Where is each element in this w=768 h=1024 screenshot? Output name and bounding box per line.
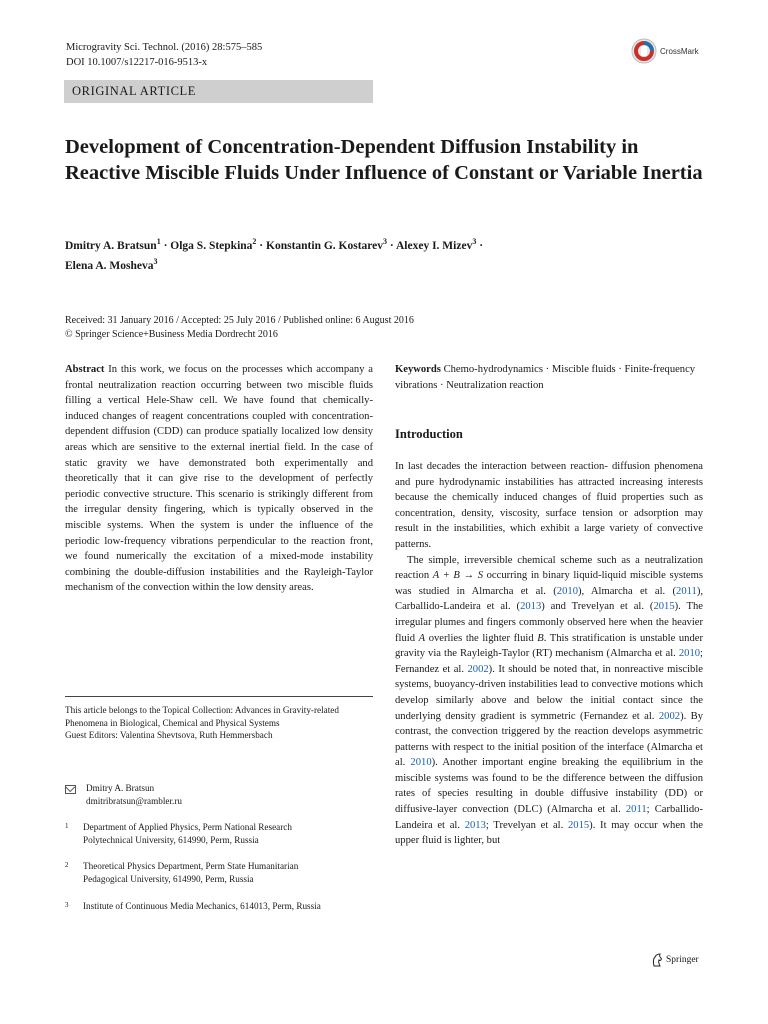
author-list — [65, 234, 705, 274]
keywords-text: Chemo-hydrodynamics · Miscible fluids · Finite-frequency vibrations · Neutralization reaction — [395, 364, 696, 391]
fluid-symbol: A — [418, 632, 426, 644]
text-run: ). The irregular plumes and fingers commonly observed here when the heavier fluid — [395, 601, 703, 644]
crossmark-badge[interactable] — [631, 38, 699, 64]
footnotes-block — [65, 782, 373, 912]
author-affiliation-mark: 3 — [153, 256, 158, 266]
keywords-paragraph — [395, 362, 703, 393]
text-run: ). Another important engine breaking the equilibrium in the miscible systems was found to be the difference between the diffusion rates of species resulting in double diffusive instability (DD) or diffusive-layer convection (DLC) (Almarcha et al. — [395, 757, 703, 816]
article-type-banner: ORIGINAL ARTICLE — [64, 80, 373, 103]
text-run: ; Carballido-Landeira et al. — [395, 804, 703, 831]
author-separator: · — [160, 239, 171, 252]
citation-link[interactable]: 2010 — [556, 585, 578, 597]
citation-link[interactable]: 2010 — [410, 757, 432, 769]
abstract-paragraph — [65, 362, 373, 596]
author-separator: · — [476, 239, 484, 252]
dates-line: Received: 31 January 2016 / Accepted: 25 July 2016 / Published online: 6 August 2016 — [65, 315, 414, 326]
affiliation-text: Department of Applied Physics, Perm National Research Polytechnical University, 614990, Perm, Russia — [83, 822, 292, 845]
author-name[interactable]: Olga S. Stepkina — [170, 239, 253, 252]
text-run: occurring in binary liquid-liquid miscible systems was studied in Almarcha et al. ( — [395, 570, 704, 597]
text-run: . This stratification is unstable under gravity via the Rayleigh-Taylor (RT) mechanism (Almarcha et al. — [395, 632, 703, 660]
citation-link[interactable]: 2013 — [464, 819, 486, 831]
abstract — [65, 362, 373, 596]
text-run: ). It may occur when the upper fluid is lighter, but — [395, 819, 704, 847]
author-affiliation-mark: 2 — [252, 237, 257, 246]
text-run: ; Fernandez et al. — [395, 648, 703, 675]
author-name[interactable]: Elena A. Mosheva — [65, 259, 154, 272]
affiliation-number: 3 — [65, 900, 69, 909]
affiliation-text: Institute of Continuous Media Mechanics, 614013, Perm, Russia — [83, 900, 321, 911]
text-run: ). By contrast, the convection triggered by the reaction develops asymmetric patterns with respect to the initial position of the interface (Almarcha et al. — [395, 710, 704, 769]
citation-link[interactable]: 2002 — [467, 663, 489, 675]
citation-link[interactable]: 2011 — [625, 804, 647, 816]
author-name[interactable]: Konstantin G. Kostarev — [266, 239, 384, 252]
abstract-text: In this work, we focus on the processes which accompany a frontal neutralization reaction occurring between two miscible fluids filling a vertical Hele-Shaw cell. We have found that chemically-induced changes of reagent concentrations coupled with concentration- dependent diffusion (CDD) can produce spatially localized low density areas which are sensitive to the external inertial field. In the case of static gravity we have demonstrated both experimentally and theoretically that it can give rise to the development of perfectly periodic convective structure. This scenario is strikingly different from the irregular density fingering, which is typically observed in the miscible systems. When the system is under the influence of the periodic low-frequency vibrations perpendicular to the reaction front, we found numerically the excitation of a mixed-mode instability combining the double-diffusion instabilities and the Rayleigh-Taylor mechanism of the convection within the low density areas. — [65, 364, 373, 594]
publication-dates — [65, 314, 414, 342]
journal-citation — [66, 40, 262, 70]
text-run: ; Trevelyan et al. — [485, 819, 568, 831]
article-title: Development of Concentration-Dependent Diffusion Instability in Reactive Miscible Fluids Under Influence of Constant or Variable Inertia — [65, 136, 703, 184]
author-affiliation-mark: 3 — [472, 237, 477, 246]
affiliation-item — [65, 900, 373, 913]
author-separator: · — [387, 239, 396, 252]
intro-paragraph-2 — [395, 553, 703, 849]
crossmark-label: CrossMark — [660, 46, 699, 56]
springer-horse-icon — [651, 953, 663, 967]
citation-link[interactable]: 2013 — [520, 601, 542, 613]
envelope-icon — [65, 785, 76, 794]
affiliation-number: 1 — [65, 822, 69, 831]
text-run: ) and Trevelyan et al. ( — [541, 601, 654, 613]
text-run: ), Almarcha et al. ( — [577, 585, 677, 597]
affiliation-item — [65, 821, 373, 846]
topical-collection-note — [65, 704, 373, 742]
crossmark-icon — [631, 38, 657, 64]
text-run: ), Carballido-Landeira et al. ( — [395, 585, 704, 613]
publisher-logo — [651, 953, 699, 967]
section-heading-introduction: Introduction — [395, 427, 463, 441]
introduction-body — [395, 459, 703, 849]
author-name[interactable]: Alexey I. Mizev — [396, 239, 473, 252]
text-run: overlies the lighter fluid — [425, 632, 538, 644]
doi-line[interactable]: DOI 10.1007/s12217-016-9513-x — [66, 57, 208, 68]
citation-link[interactable]: 2015 — [567, 819, 590, 831]
citation-link[interactable]: 2002 — [658, 710, 681, 722]
author-separator: · — [256, 239, 266, 252]
keywords — [395, 362, 703, 393]
text-run: ). It should be noted that, in nonreactive miscible systems, buoyancy-driven instabilities lead to convective motions which develop similarly above and below the initial contact since the underlying density gradient is symmetric (Fernandez et al. — [395, 663, 703, 722]
fluid-symbol: B — [537, 632, 544, 644]
keywords-label: Keywords — [395, 364, 441, 375]
footnote-divider — [65, 696, 373, 697]
contact-name: Dmitry A. Bratsun — [86, 783, 155, 793]
guest-editors: Guest Editors: Valentina Shevtsova, Ruth Hemmersbach — [65, 730, 273, 741]
citation-link[interactable]: 2015 — [653, 601, 675, 613]
collection-text: This article belongs to the Topical Collection: Advances in Gravity-related Phenomena in Biological, Chemical and Physical Systems — [65, 705, 339, 728]
author-name[interactable]: Dmitry A. Bratsun — [65, 239, 157, 252]
copyright-line: © Springer Science+Business Media Dordrecht 2016 — [65, 329, 278, 340]
affiliation-text: Theoretical Physics Department, Perm State Humanitarian Pedagogical University, 614990, Perm, Russia — [83, 861, 299, 884]
affiliation-number: 2 — [65, 861, 69, 870]
abstract-label: Abstract — [65, 364, 105, 375]
author-affiliation-mark: 3 — [383, 237, 388, 246]
affiliation-item — [65, 860, 373, 885]
citation-link[interactable]: 2011 — [676, 585, 697, 597]
reaction-formula: A + B → S — [432, 570, 483, 582]
author-affiliation-mark: 1 — [156, 237, 161, 246]
citation-link[interactable]: 2010 — [678, 648, 701, 660]
publisher-name: Springer — [666, 955, 699, 965]
text-run: The simple, irreversible chemical scheme such as a neutralization reaction — [395, 554, 703, 582]
intro-paragraph-1: In last decades the interaction between reaction- diffusion phenomena and pure hydrodynamic instabilities has attracted increasing interests because the chemically induced changes of fluid properties such as concentration, density, viscosity, surface tension or adsorption may result in the instabilities, which exhibit a large variety of convective patterns. — [395, 461, 703, 550]
journal-line: Microgravity Sci. Technol. (2016) 28:575–585 — [66, 42, 263, 53]
contact-email[interactable]: dmitribratsun@rambler.ru — [86, 795, 182, 806]
corresponding-author — [65, 782, 373, 807]
